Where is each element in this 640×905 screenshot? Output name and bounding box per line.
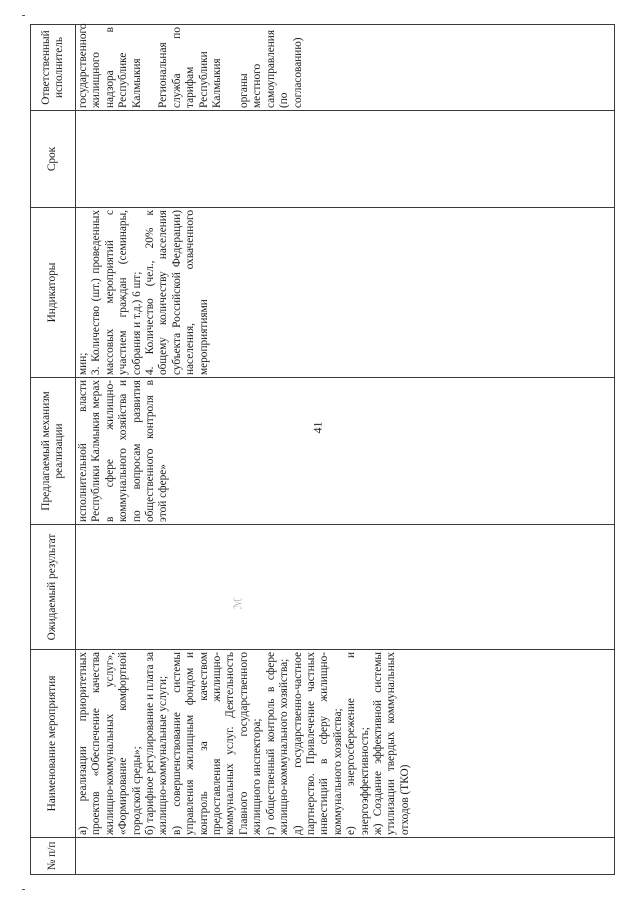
- cell-number: [76, 838, 615, 875]
- cell-responsible: государственного жилищного надзора в Республике Калмыкия Региональная служба по тарифам Республики Калмыкия органы местного самоуправления (по согласованию): [76, 25, 615, 111]
- header-indicators: Индикаторы: [31, 208, 76, 378]
- cell-mechanism: исполнительной власти Республики Калмыкия мерах в сфере жилищно-коммунального хозяйства и по вопросам развития общественного контроля в этой сфере»: [76, 378, 615, 525]
- cell-activity: а) реализации приоритетных проектов «Обеспечение качества жилищно-коммунальных услуг», «Формирование комфортной городской среды»; б) тарифное регулирование и плата за жилищно-коммунальные услуги; в) совершенствование системы управления жилищным фондом и контроль за качеством предоставления жилищно-коммунальных услуг. Деятельность Главного государственного жилищного инспектора; г) общественный контроль в сфере жилищно-коммунального хозяйства; д) государственно-частное партнерство. Привлечение частных инвестиций в сферу жилищно-коммунального хозяйства; е) энергосбережение и энергоэффективность; ж) Создание эффективной системы утилизации твердых коммунальных отходов (ТКО): [76, 650, 615, 838]
- measures-table: [30, 24, 615, 875]
- header-activity: Наименование мероприятия: [31, 650, 76, 838]
- header-row: [31, 25, 76, 875]
- page-number: 41: [310, 421, 325, 434]
- cell-deadline: [76, 111, 615, 208]
- scan-speck: [22, 15, 25, 16]
- cell-expected-result: [76, 525, 615, 650]
- rotated-table-container: [30, 25, 615, 875]
- header-number: № п/п: [31, 838, 76, 875]
- stamp-mark: ℳ: [232, 597, 245, 610]
- table-row: [76, 25, 615, 875]
- scan-speck: [22, 889, 25, 890]
- header-mechanism: Предлагаемый механизм реализации: [31, 378, 76, 525]
- cell-indicators: мин; 3. Количество (шт.) проведенных массовых мероприятий с участием граждан (семинары, собрания и т.д.) 6 шт; 4. Количество (чел., 20% к общему количеству населения субъекта Российской Федерации) населения, охваченного мероприятиями: [76, 208, 615, 378]
- header-deadline: Срок: [31, 111, 76, 208]
- header-expected-result: Ожидаемый результат: [31, 525, 76, 650]
- header-responsible: Ответственный исполнитель: [31, 25, 76, 111]
